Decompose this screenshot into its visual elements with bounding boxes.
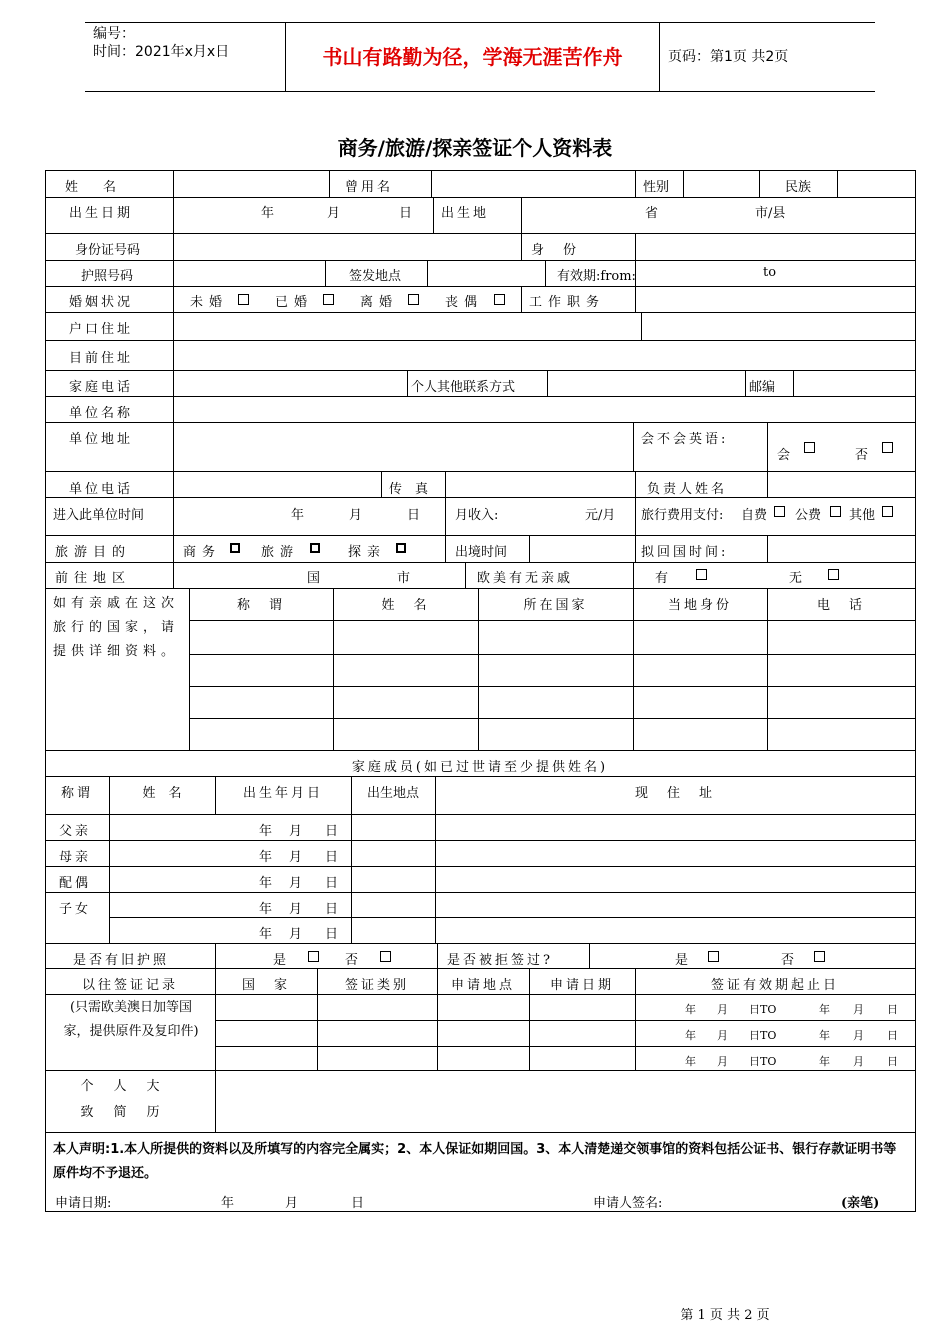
visa-end-day: 日 (887, 1003, 898, 1016)
label-employer-addr: 单位地址 (69, 432, 134, 447)
grid-line (635, 535, 636, 563)
label-validity: 有效期:from: (557, 269, 636, 284)
label-former-name: 曾用名 (345, 180, 394, 195)
family-col-header: 称谓 (60, 786, 93, 801)
self-pay-checkbox[interactable] (774, 506, 785, 517)
birth-year: 年 (261, 206, 275, 221)
grid-line (633, 422, 634, 472)
label-name: 姓 名 (65, 180, 123, 195)
grid-line (635, 170, 636, 198)
visa-end-year: 年 (819, 1003, 830, 1016)
label-widowed: 丧偶 (445, 295, 484, 310)
grid-line (45, 866, 916, 867)
grid-line (173, 422, 174, 472)
grid-line (173, 286, 174, 313)
family-col-header: 现 住 址 (634, 786, 715, 801)
grid-line (45, 840, 916, 841)
single-checkbox[interactable] (238, 294, 249, 305)
grid-line (767, 422, 768, 472)
grid-line (45, 312, 916, 313)
grid-line (173, 471, 174, 498)
header-motto: 书山有路勤为径，学海无涯苦作舟 (285, 23, 660, 91)
family-birth-day: 日 (325, 876, 339, 891)
join-year: 年 (291, 508, 305, 523)
grid-line (635, 497, 636, 536)
header-page-info: 页码：第1页 共2页 (668, 49, 789, 65)
grid-line (45, 750, 916, 751)
grid-line (173, 340, 174, 371)
grid-line (45, 1132, 916, 1133)
label-child: 子女 (59, 902, 92, 917)
label-other-pay: 其他 (849, 508, 876, 523)
grid-line (45, 170, 916, 171)
grid-line (173, 535, 174, 563)
family-birth-month: 月 (289, 927, 303, 942)
visa-start-month: 月 (717, 1029, 728, 1042)
label-signature: 申请人签名: (593, 1196, 663, 1211)
old-passport-yes-checkbox[interactable] (308, 951, 319, 962)
grid-line (407, 370, 408, 397)
family-col-header: 姓 名 (142, 786, 182, 801)
grid-line (45, 968, 916, 969)
grid-line (215, 994, 916, 995)
grid-line (109, 814, 110, 841)
grid-line (45, 814, 916, 815)
grid-line (793, 370, 794, 397)
grid-line (465, 562, 466, 589)
visa-col-header: 国 家 (241, 978, 290, 993)
grid-line (45, 396, 916, 397)
grid-line (45, 422, 916, 423)
label-dest-city: 市 (397, 571, 411, 586)
grid-line (589, 943, 590, 969)
visa-end-day: 日 (887, 1029, 898, 1042)
label-birth-place: 出生地 (441, 206, 490, 221)
grid-line (435, 892, 436, 918)
family-birth-day: 日 (325, 902, 339, 917)
label-business: 商务 (183, 545, 222, 560)
form-title: 商务/旅游/探亲签证个人资料表 (337, 136, 613, 160)
grid-line (45, 1211, 916, 1212)
visa-start-year: 年 (685, 1029, 696, 1042)
married-checkbox[interactable] (323, 294, 334, 305)
grid-line (545, 260, 546, 287)
join-month: 月 (349, 508, 363, 523)
other-pay-checkbox[interactable] (882, 506, 893, 517)
label-own-hand: (亲笔) (841, 1196, 880, 1211)
time-label: 时间：2021年x月x日 (93, 44, 230, 60)
grid-line (745, 370, 746, 397)
label-marital: 婚姻状况 (69, 295, 134, 310)
label-refused-yes: 是 (675, 953, 689, 968)
birth-day: 日 (399, 206, 413, 221)
grid-line (45, 340, 916, 341)
label-refused: 是否被拒签过? (447, 953, 553, 968)
label-public-pay: 公费 (795, 508, 822, 523)
grid-line (173, 562, 174, 589)
apply-year: 年 (221, 1196, 235, 1211)
grid-line (45, 535, 916, 536)
grid-line (45, 943, 916, 944)
grid-line (431, 170, 432, 198)
widowed-checkbox[interactable] (494, 294, 505, 305)
grid-line (547, 370, 548, 397)
label-depart: 出境时间 (455, 545, 508, 560)
label-destination: 前往地区 (55, 571, 132, 586)
grid-line (445, 535, 446, 563)
label-old-no: 否 (345, 953, 359, 968)
grid-line (45, 497, 916, 498)
label-fax: 传 真 (389, 482, 429, 497)
label-no-en: 否 (855, 448, 869, 463)
grid-line (325, 260, 326, 287)
grid-line (641, 312, 642, 341)
grid-line (351, 866, 352, 893)
grid-line (329, 170, 330, 198)
grid-line (45, 562, 916, 563)
label-married: 已婚 (275, 295, 314, 310)
grid-line (521, 286, 522, 313)
relatives-col-header: 称 谓 (236, 598, 285, 613)
refused-no-checkbox[interactable] (814, 951, 825, 962)
past-visa-note: (只需欧美澳日加等国家，提供原件及复印件) (63, 1000, 199, 1039)
grid-line (45, 588, 916, 589)
grid-line (173, 396, 174, 423)
grid-line (45, 917, 916, 918)
grid-line (45, 892, 916, 893)
grid-line (837, 170, 838, 198)
grid-line (767, 471, 768, 498)
declaration: 本人声明:1.本人所提供的资料以及所填写的内容完全属实；2、本人保证如期回国。3、本人清楚递交领事馆的资料包括公证书、银行存款证明书等原件均不予退还。 (53, 1142, 897, 1181)
english-no-checkbox[interactable] (882, 442, 893, 453)
family-col-header: 出生年月日 (242, 786, 323, 801)
label-purpose: 旅游目的 (55, 545, 132, 560)
label-apply-date: 申请日期: (55, 1196, 112, 1211)
grid-line (351, 814, 352, 841)
visit-checkbox[interactable] (396, 543, 406, 553)
label-join-time: 进入此单位时间 (53, 508, 145, 523)
label-to: to (763, 265, 777, 280)
grid-line (437, 943, 438, 969)
grid-line (351, 840, 352, 867)
grid-line (915, 170, 916, 1212)
grid-line (635, 233, 636, 261)
family-birth-month: 月 (289, 850, 303, 865)
page-header (85, 22, 875, 92)
grid-line (109, 866, 110, 893)
label-visit: 探亲 (348, 545, 387, 560)
label-relatives-q: 欧美有无亲戚 (477, 571, 574, 586)
grid-line (767, 535, 768, 563)
grid-line (109, 840, 110, 867)
grid-line (173, 312, 174, 341)
grid-line (45, 286, 916, 287)
label-past-visa: 以往签证记录 (81, 978, 178, 993)
label-identity: 身 份 (531, 243, 580, 258)
grid-line (433, 197, 434, 234)
grid-line (445, 497, 446, 536)
visa-form-table (45, 170, 915, 1212)
label-province: 省 (645, 206, 659, 221)
grid-line (633, 562, 634, 589)
relatives-prompt: 如有亲戚在这次旅行的国家，请提供详细资料。 (53, 596, 180, 659)
label-self-pay: 自费 (741, 508, 768, 523)
family-birth-year: 年 (259, 927, 273, 942)
grid-line (435, 866, 436, 893)
header-meta (85, 23, 285, 91)
label-job: 工作职务 (529, 295, 606, 310)
label-birth-date: 出生日期 (69, 206, 134, 221)
label-english: 会不会英语: (641, 432, 729, 447)
grid-line (759, 170, 760, 198)
grid-line (215, 943, 216, 969)
grid-line (435, 840, 436, 867)
grid-line (45, 776, 916, 777)
family-birth-year: 年 (259, 902, 273, 917)
grid-line (635, 286, 636, 313)
label-none: 无 (789, 571, 803, 586)
family-col-header: 出生地点 (366, 786, 419, 801)
visa-end-month: 月 (853, 1003, 864, 1016)
divorced-checkbox[interactable] (408, 294, 419, 305)
grid-line (109, 892, 110, 918)
label-old-passport: 是否有旧护照 (73, 953, 170, 968)
visa-start-year: 年 (685, 1055, 696, 1068)
grid-line (215, 1020, 916, 1021)
grid-line (173, 233, 174, 261)
grid-line (445, 471, 446, 498)
grid-line (427, 260, 428, 287)
label-current-addr: 目前住址 (69, 351, 134, 366)
english-yes-checkbox[interactable] (804, 442, 815, 453)
visa-end-year: 年 (819, 1029, 830, 1042)
grid-line (45, 370, 916, 371)
grid-line (435, 814, 436, 841)
grid-line (529, 535, 530, 563)
label-have: 有 (655, 571, 669, 586)
family-birth-year: 年 (259, 824, 273, 839)
grid-line (45, 471, 916, 472)
label-old-yes: 是 (273, 953, 287, 968)
grid-line (521, 197, 522, 234)
label-employer: 单位名称 (69, 406, 134, 421)
label-issue-place: 签发地点 (349, 269, 402, 284)
label-passport: 护照号码 (81, 269, 134, 284)
visa-start-month: 月 (717, 1003, 728, 1016)
label-refused-no: 否 (781, 953, 795, 968)
refused-yes-checkbox[interactable] (708, 951, 719, 962)
label-resume: 个人大致简历 (80, 1079, 180, 1120)
label-yes-en: 会 (777, 448, 791, 463)
grid-line (215, 1046, 916, 1047)
relatives-col-header: 电 话 (816, 598, 865, 613)
visa-start-day-to: 日TO (749, 1003, 777, 1016)
family-birth-day: 日 (325, 927, 339, 942)
grid-line (173, 497, 174, 536)
label-income: 月收入: (455, 508, 499, 523)
label-other-contact: 个人其他联系方式 (411, 380, 516, 395)
visa-end-month: 月 (853, 1029, 864, 1042)
relatives-col-header: 当地身份 (667, 598, 732, 613)
family-birth-day: 日 (325, 824, 339, 839)
apply-day: 日 (351, 1196, 365, 1211)
grid-line (351, 892, 352, 918)
label-divorced: 离婚 (360, 295, 399, 310)
visa-col-header: 申请地点 (450, 978, 515, 993)
label-single: 未婚 (190, 295, 229, 310)
label-spouse: 配偶 (59, 876, 92, 891)
grid-line (189, 718, 916, 719)
business-checkbox[interactable] (230, 543, 240, 553)
number-label: 编号： (93, 26, 135, 42)
visa-col-header: 申请日期 (549, 978, 614, 993)
family-birth-day: 日 (325, 850, 339, 865)
grid-line (381, 471, 382, 498)
grid-line (173, 260, 174, 287)
visa-col-header: 签证有效期起止日 (710, 978, 839, 993)
family-birth-month: 月 (289, 902, 303, 917)
old-passport-no-checkbox[interactable] (380, 951, 391, 962)
grid-line (635, 471, 636, 498)
label-ethnicity: 民族 (785, 180, 812, 195)
label-dest-country: 国 (307, 571, 321, 586)
child-merge-cover (46, 917, 109, 918)
family-birth-month: 月 (289, 824, 303, 839)
label-payment: 旅行费用支付: (641, 508, 724, 523)
family-birth-year: 年 (259, 850, 273, 865)
label-home-phone: 家庭电话 (69, 380, 134, 395)
apply-month: 月 (285, 1196, 299, 1211)
grid-line (189, 620, 916, 621)
label-mother: 母亲 (59, 850, 92, 865)
family-birth-month: 月 (289, 876, 303, 891)
label-city-county: 市/县 (755, 206, 786, 221)
visa-start-day-to: 日TO (749, 1029, 777, 1042)
visa-start-year: 年 (685, 1003, 696, 1016)
label-gender: 性别 (643, 180, 670, 195)
visa-end-month: 月 (853, 1055, 864, 1068)
label-manager: 负责人姓名 (647, 482, 728, 497)
family-birth-year: 年 (259, 876, 273, 891)
page-footer: 第 1 页 共 2 页 (680, 1308, 770, 1323)
grid-line (45, 170, 46, 1212)
label-return: 拟回国时间: (641, 545, 729, 560)
visa-end-year: 年 (819, 1055, 830, 1068)
visa-end-day: 日 (887, 1055, 898, 1068)
grid-line (45, 197, 916, 198)
grid-line (173, 370, 174, 397)
public-pay-checkbox[interactable] (830, 506, 841, 517)
label-father: 父亲 (59, 824, 92, 839)
grid-line (189, 654, 916, 655)
grid-line (173, 197, 174, 234)
grid-line (45, 233, 916, 234)
grid-line (45, 1070, 916, 1071)
grid-line (215, 1070, 216, 1133)
grid-line (435, 917, 436, 944)
relatives-yes-checkbox[interactable] (696, 569, 707, 580)
label-postcode: 邮编 (749, 380, 776, 395)
label-id-number: 身份证号码 (75, 243, 141, 258)
visa-start-month: 月 (717, 1055, 728, 1068)
grid-line (521, 233, 522, 261)
label-employer-phone: 单位电话 (69, 482, 134, 497)
tourism-checkbox[interactable] (310, 543, 320, 553)
grid-line (189, 686, 916, 687)
grid-line (351, 917, 352, 944)
label-hukou: 户口住址 (69, 322, 134, 337)
relatives-col-header: 所在国家 (523, 598, 588, 613)
grid-line (683, 170, 684, 198)
relatives-no-checkbox[interactable] (828, 569, 839, 580)
label-tourism: 旅游 (261, 545, 300, 560)
label-per-month: 元/月 (585, 508, 616, 523)
birth-month: 月 (327, 206, 341, 221)
relatives-col-header: 姓 名 (381, 598, 430, 613)
visa-col-header: 签证类别 (344, 978, 409, 993)
grid-line (45, 260, 916, 261)
grid-line (173, 170, 174, 198)
family-title: 家庭成员(如已过世请至少提供姓名) (351, 760, 609, 775)
visa-start-day-to: 日TO (749, 1055, 777, 1068)
join-day: 日 (407, 508, 421, 523)
grid-line (109, 917, 110, 944)
